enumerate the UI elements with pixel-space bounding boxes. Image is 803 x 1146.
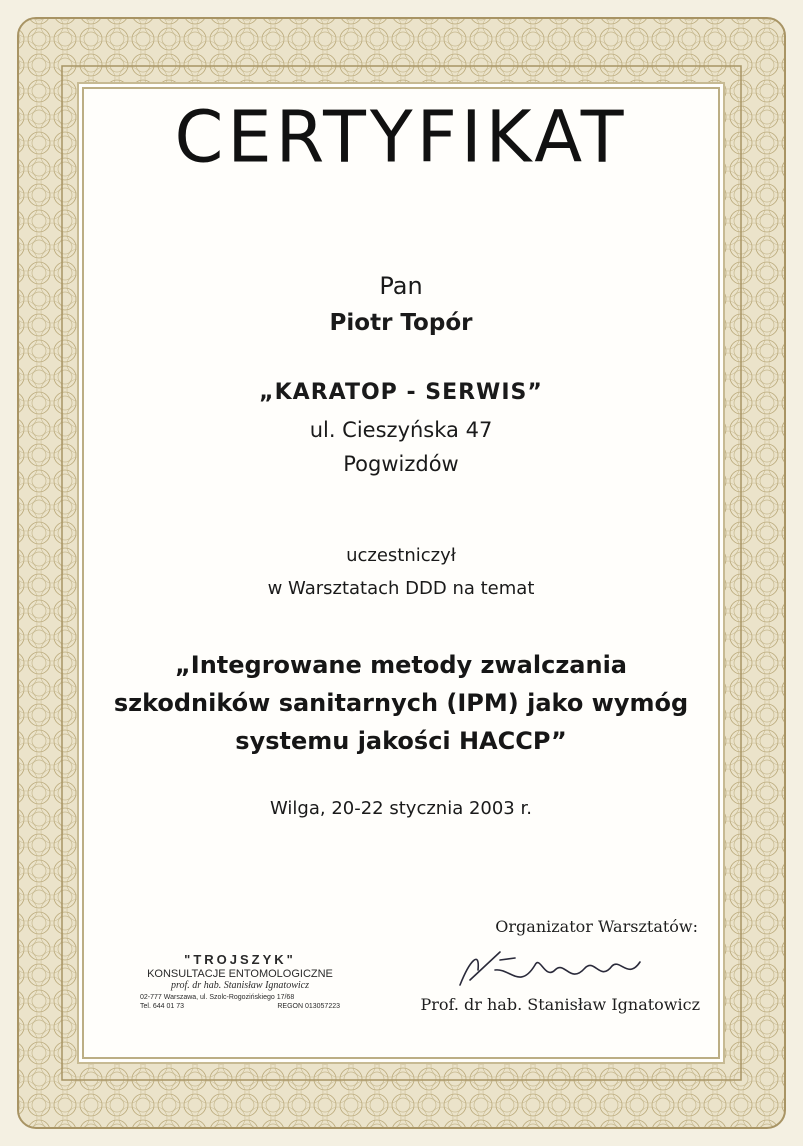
participation-verb: uczestniczył <box>346 545 456 566</box>
street-address: ul. Cieszyńska 47 <box>309 418 493 442</box>
salutation: Pan <box>379 272 423 300</box>
recipient-name: Piotr Topór <box>329 310 473 336</box>
stamp-address: 02-777 Warszawa, ul. Szolc-Rogozińskiego 17/68 <box>140 994 295 1001</box>
company-stamp <box>140 952 340 1010</box>
topic-line-3: systemu jakości HACCP” <box>235 727 567 755</box>
company-name: „KARATOP - SERWIS” <box>259 380 543 405</box>
city: Pogwizdów <box>343 452 459 476</box>
stamp-line-2: prof. dr hab. Stanisław Ignatowicz <box>171 980 309 991</box>
organizer-label: Organizator Warsztatów: <box>495 917 698 936</box>
stamp-line-1: KONSULTACJE ENTOMOLOGICZNE <box>147 968 333 980</box>
topic-line-1: „Integrowane metody zwalczania <box>174 651 627 679</box>
stamp-phone: Tel. 644 01 73 <box>140 1003 184 1010</box>
stamp-contact-row <box>140 1003 340 1010</box>
workshop-line: w Warsztatach DDD na temat <box>267 578 535 599</box>
topic-line-2: szkodników sanitarnych (IPM) jako wymóg <box>113 689 689 717</box>
certificate-title: CERTYFIKAT <box>174 95 628 179</box>
stamp-regon: REGON 013057223 <box>277 1003 340 1010</box>
stamp-company-name: "TROJSZYK" <box>184 952 296 967</box>
stamp-address-row <box>140 994 340 1001</box>
certificate-inner-panel <box>84 89 718 1057</box>
organizer-name: Prof. dr hab. Stanisław Ignatowicz <box>420 995 700 1014</box>
place-date: Wilga, 20-22 stycznia 2003 r. <box>270 798 532 819</box>
handwritten-signature <box>440 940 680 1000</box>
